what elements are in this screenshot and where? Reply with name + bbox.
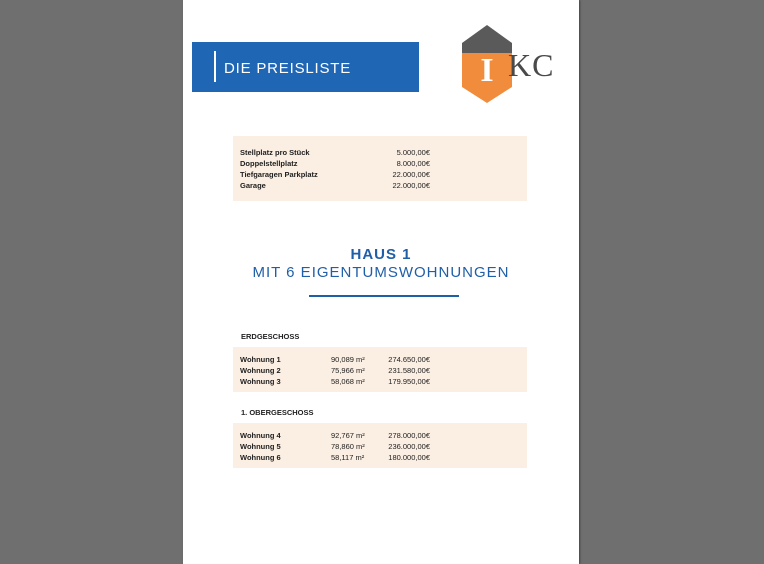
unit-label: Wohnung 6: [240, 453, 281, 462]
unit-price: 231.580,00€: [388, 366, 430, 375]
parking-row: [240, 159, 430, 170]
unit-area: 78,860 m²: [331, 442, 365, 451]
unit-row: [240, 442, 430, 453]
unit-area: 58,117 m²: [331, 453, 365, 462]
logo-text: KC: [508, 47, 555, 83]
title-banner: [192, 42, 419, 92]
unit-label: Wohnung 3: [240, 377, 281, 386]
floor-heading: 1. OBERGESCHOSS: [241, 408, 314, 417]
parking-label: Tiefgaragen Parkplatz: [240, 170, 318, 179]
house-subtitle: MIT 6 EIGENTUMSWOHNUNGEN: [252, 264, 510, 281]
house-title: HAUS 1: [350, 246, 412, 263]
floor-price-box: [233, 423, 527, 468]
parking-price: 22.000,00€: [392, 170, 430, 179]
parking-price: 22.000,00€: [392, 181, 430, 190]
unit-price: 180.000,00€: [388, 453, 430, 462]
floor-price-box: [233, 347, 527, 392]
parking-label: Doppelstellplatz: [240, 159, 298, 168]
parking-price-box: [233, 136, 527, 201]
unit-area: 92,767 m²: [331, 431, 365, 440]
unit-area: 58,068 m²: [331, 377, 365, 386]
unit-price: 236.000,00€: [388, 442, 430, 451]
price-list-page: [183, 0, 579, 564]
parking-price: 5.000,00€: [396, 148, 430, 157]
unit-row: [240, 431, 430, 442]
unit-row: [240, 366, 430, 377]
parking-row: [240, 181, 430, 192]
logo-letter: I: [480, 52, 494, 89]
unit-area: 75,966 m²: [331, 366, 365, 375]
unit-price: 179.950,00€: [388, 377, 430, 386]
parking-price: 8.000,00€: [396, 159, 430, 168]
page-title: DIE PREISLISTE: [224, 60, 352, 77]
unit-price: 274.650,00€: [388, 355, 430, 364]
company-logo: [462, 25, 562, 105]
floor-heading: ERDGESCHOSS: [241, 332, 300, 341]
parking-label: Stellplatz pro Stück: [240, 148, 310, 157]
heading-divider: [309, 295, 459, 297]
unit-row: [240, 453, 430, 464]
unit-label: Wohnung 2: [240, 366, 281, 375]
parking-label: Garage: [240, 181, 266, 190]
unit-row: [240, 377, 430, 388]
unit-row: [240, 355, 430, 366]
unit-label: Wohnung 4: [240, 431, 281, 440]
parking-row: [240, 148, 430, 159]
unit-price: 278.000,00€: [388, 431, 430, 440]
parking-row: [240, 170, 430, 181]
unit-label: Wohnung 1: [240, 355, 281, 364]
house-logo-icon: [462, 25, 512, 105]
unit-label: Wohnung 5: [240, 442, 281, 451]
unit-area: 90,089 m²: [331, 355, 365, 364]
banner-divider: [214, 51, 216, 82]
